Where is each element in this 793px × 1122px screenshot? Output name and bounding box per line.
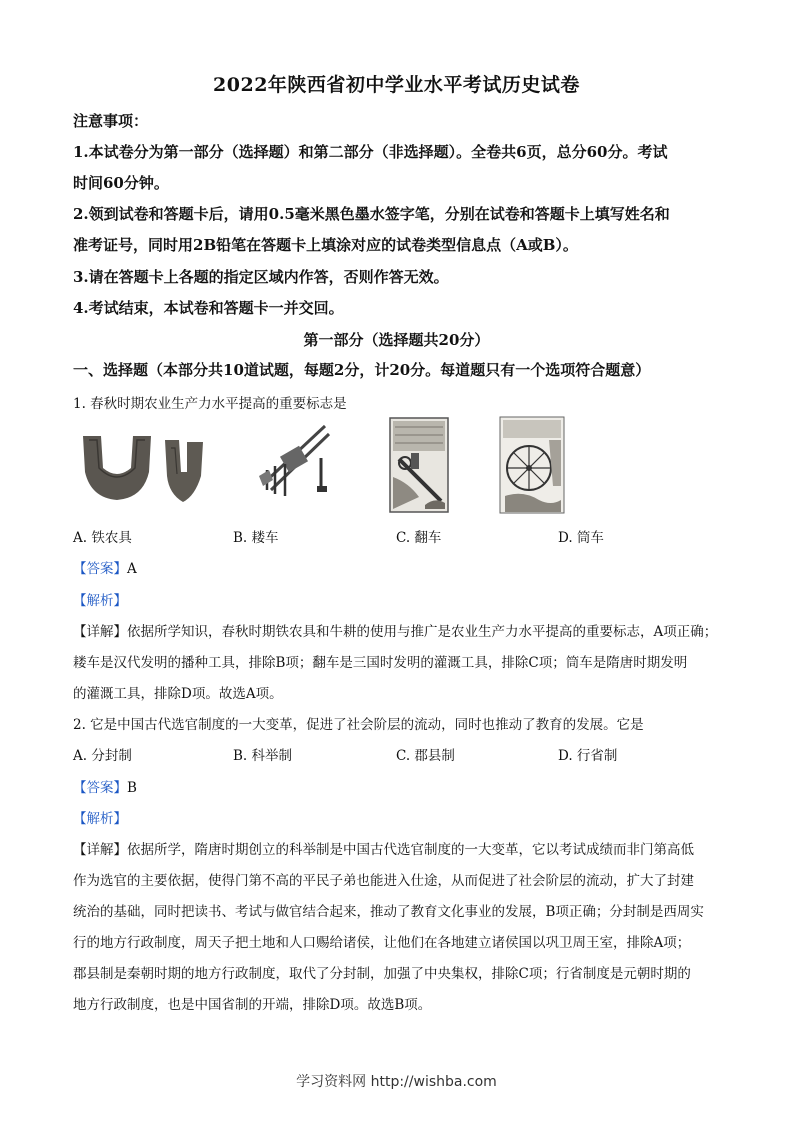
question-1-option-b: B. 耧车 — [233, 530, 279, 546]
question-2-answer — [73, 776, 137, 796]
notice-line-3: 2.领到试卷和答题卡后，请用0.5毫米黑色墨水签字笔，分别在试卷和答题卡上填写姓名和 — [73, 205, 670, 223]
seed-drill-image — [255, 418, 335, 500]
detail-text: 依据所学知识，春秋时期铁农具和牛耕的使用与推广是农业生产力水平提高的重要标志，A项正确； — [127, 624, 718, 640]
section-title: 一、选择题（本部分共10道试题，每题2分，计20分。每道题只有一个选项符合题意） — [73, 361, 651, 379]
iron-tools-image — [79, 428, 219, 506]
question-2-stem: 2. 它是中国古代选官制度的一大变革，促进了社会阶层的流动，同时也推动了教育的发展。它是 — [73, 717, 644, 733]
question-1-detail-line-1 — [73, 620, 717, 640]
answer-value: B — [127, 780, 137, 796]
answer-tag: 【答案】 — [73, 780, 127, 796]
question-2-option-a: A. 分封制 — [73, 748, 132, 764]
question-2-detail-line-3: 统治的基础，同时把读书、考试与做官结合起来，推动了教育文化事业的发展，B项正确；分封制是西周实 — [73, 904, 704, 920]
page-title: 2022年陕西省初中学业水平考试历史试卷 — [213, 74, 580, 96]
notice-heading: 注意事项： — [73, 112, 149, 130]
answer-tag: 【答案】 — [73, 561, 127, 577]
question-2-detail-line-4: 行的地方行政制度，周天子把土地和人口赐给诸侯，让他们在各地建立诸侯国以巩卫周王室，排除A项； — [73, 935, 691, 951]
notice-line-6: 4.考试结束，本试卷和答题卡一并交回。 — [73, 299, 344, 317]
square-pallet-pump-image — [389, 417, 449, 513]
notice-line-2: 时间60分钟。 — [73, 174, 169, 192]
answer-value: A — [127, 561, 137, 577]
question-1-answer — [73, 557, 137, 577]
question-2-option-d: D. 行省制 — [558, 748, 618, 764]
question-2-option-b: B. 科举制 — [233, 748, 293, 764]
question-1-detail-line-3: 的灌溉工具，排除D项。故选A项。 — [73, 686, 283, 702]
question-2-detail-line-6: 地方行政制度，也是中国省制的开端，排除D项。故选B项。 — [73, 997, 432, 1013]
notice-line-4: 准考证号，同时用2B铅笔在答题卡上填涂对应的试卷类型信息点（A或B）。 — [73, 236, 578, 254]
detail-tag: 【详解】 — [73, 624, 127, 640]
question-2-detail-line-1 — [73, 838, 694, 858]
question-2-option-c: C. 郡县制 — [396, 748, 455, 764]
question-1-stem: 1. 春秋时期农业生产力水平提高的重要标志是 — [73, 396, 347, 412]
question-2-analysis-tag: 【解析】 — [73, 811, 127, 827]
question-1-option-d: D. 筒车 — [558, 530, 604, 546]
question-1-option-c: C. 翻车 — [396, 530, 442, 546]
water-wheel-image — [499, 416, 565, 514]
question-1-analysis-tag: 【解析】 — [73, 593, 127, 609]
notice-line-5: 3.请在答题卡上各题的指定区域内作答，否则作答无效。 — [73, 268, 449, 286]
question-1-detail-line-2: 耧车是汉代发明的播种工具，排除B项；翻车是三国时发明的灌溉工具，排除C项；筒车是隋唐时期发明 — [73, 655, 688, 671]
question-1-option-a: A. 铁农具 — [73, 530, 132, 546]
notice-line-1: 1.本试卷分为第一部分（选择题）和第二部分（非选择题）。全卷共6页，总分60分。考试 — [73, 143, 668, 161]
question-2-detail-line-5: 郡县制是秦朝时期的地方行政制度，取代了分封制，加强了中央集权，排除C项；行省制度是元朝时期的 — [73, 966, 691, 982]
detail-tag: 【详解】 — [73, 842, 127, 858]
question-2-detail-line-2: 作为选官的主要依据，使得门第不高的平民子弟也能进入仕途，从而促进了社会阶层的流动，扩大了封建 — [73, 873, 694, 889]
footer-watermark: 学习资料网 http://wishba.com — [296, 1074, 497, 1090]
detail-text: 依据所学，隋唐时期创立的科举制是中国古代选官制度的一大变革，它以考试成绩而非门第高低 — [127, 842, 694, 858]
part-title: 第一部分（选择题共20分） — [303, 331, 490, 349]
